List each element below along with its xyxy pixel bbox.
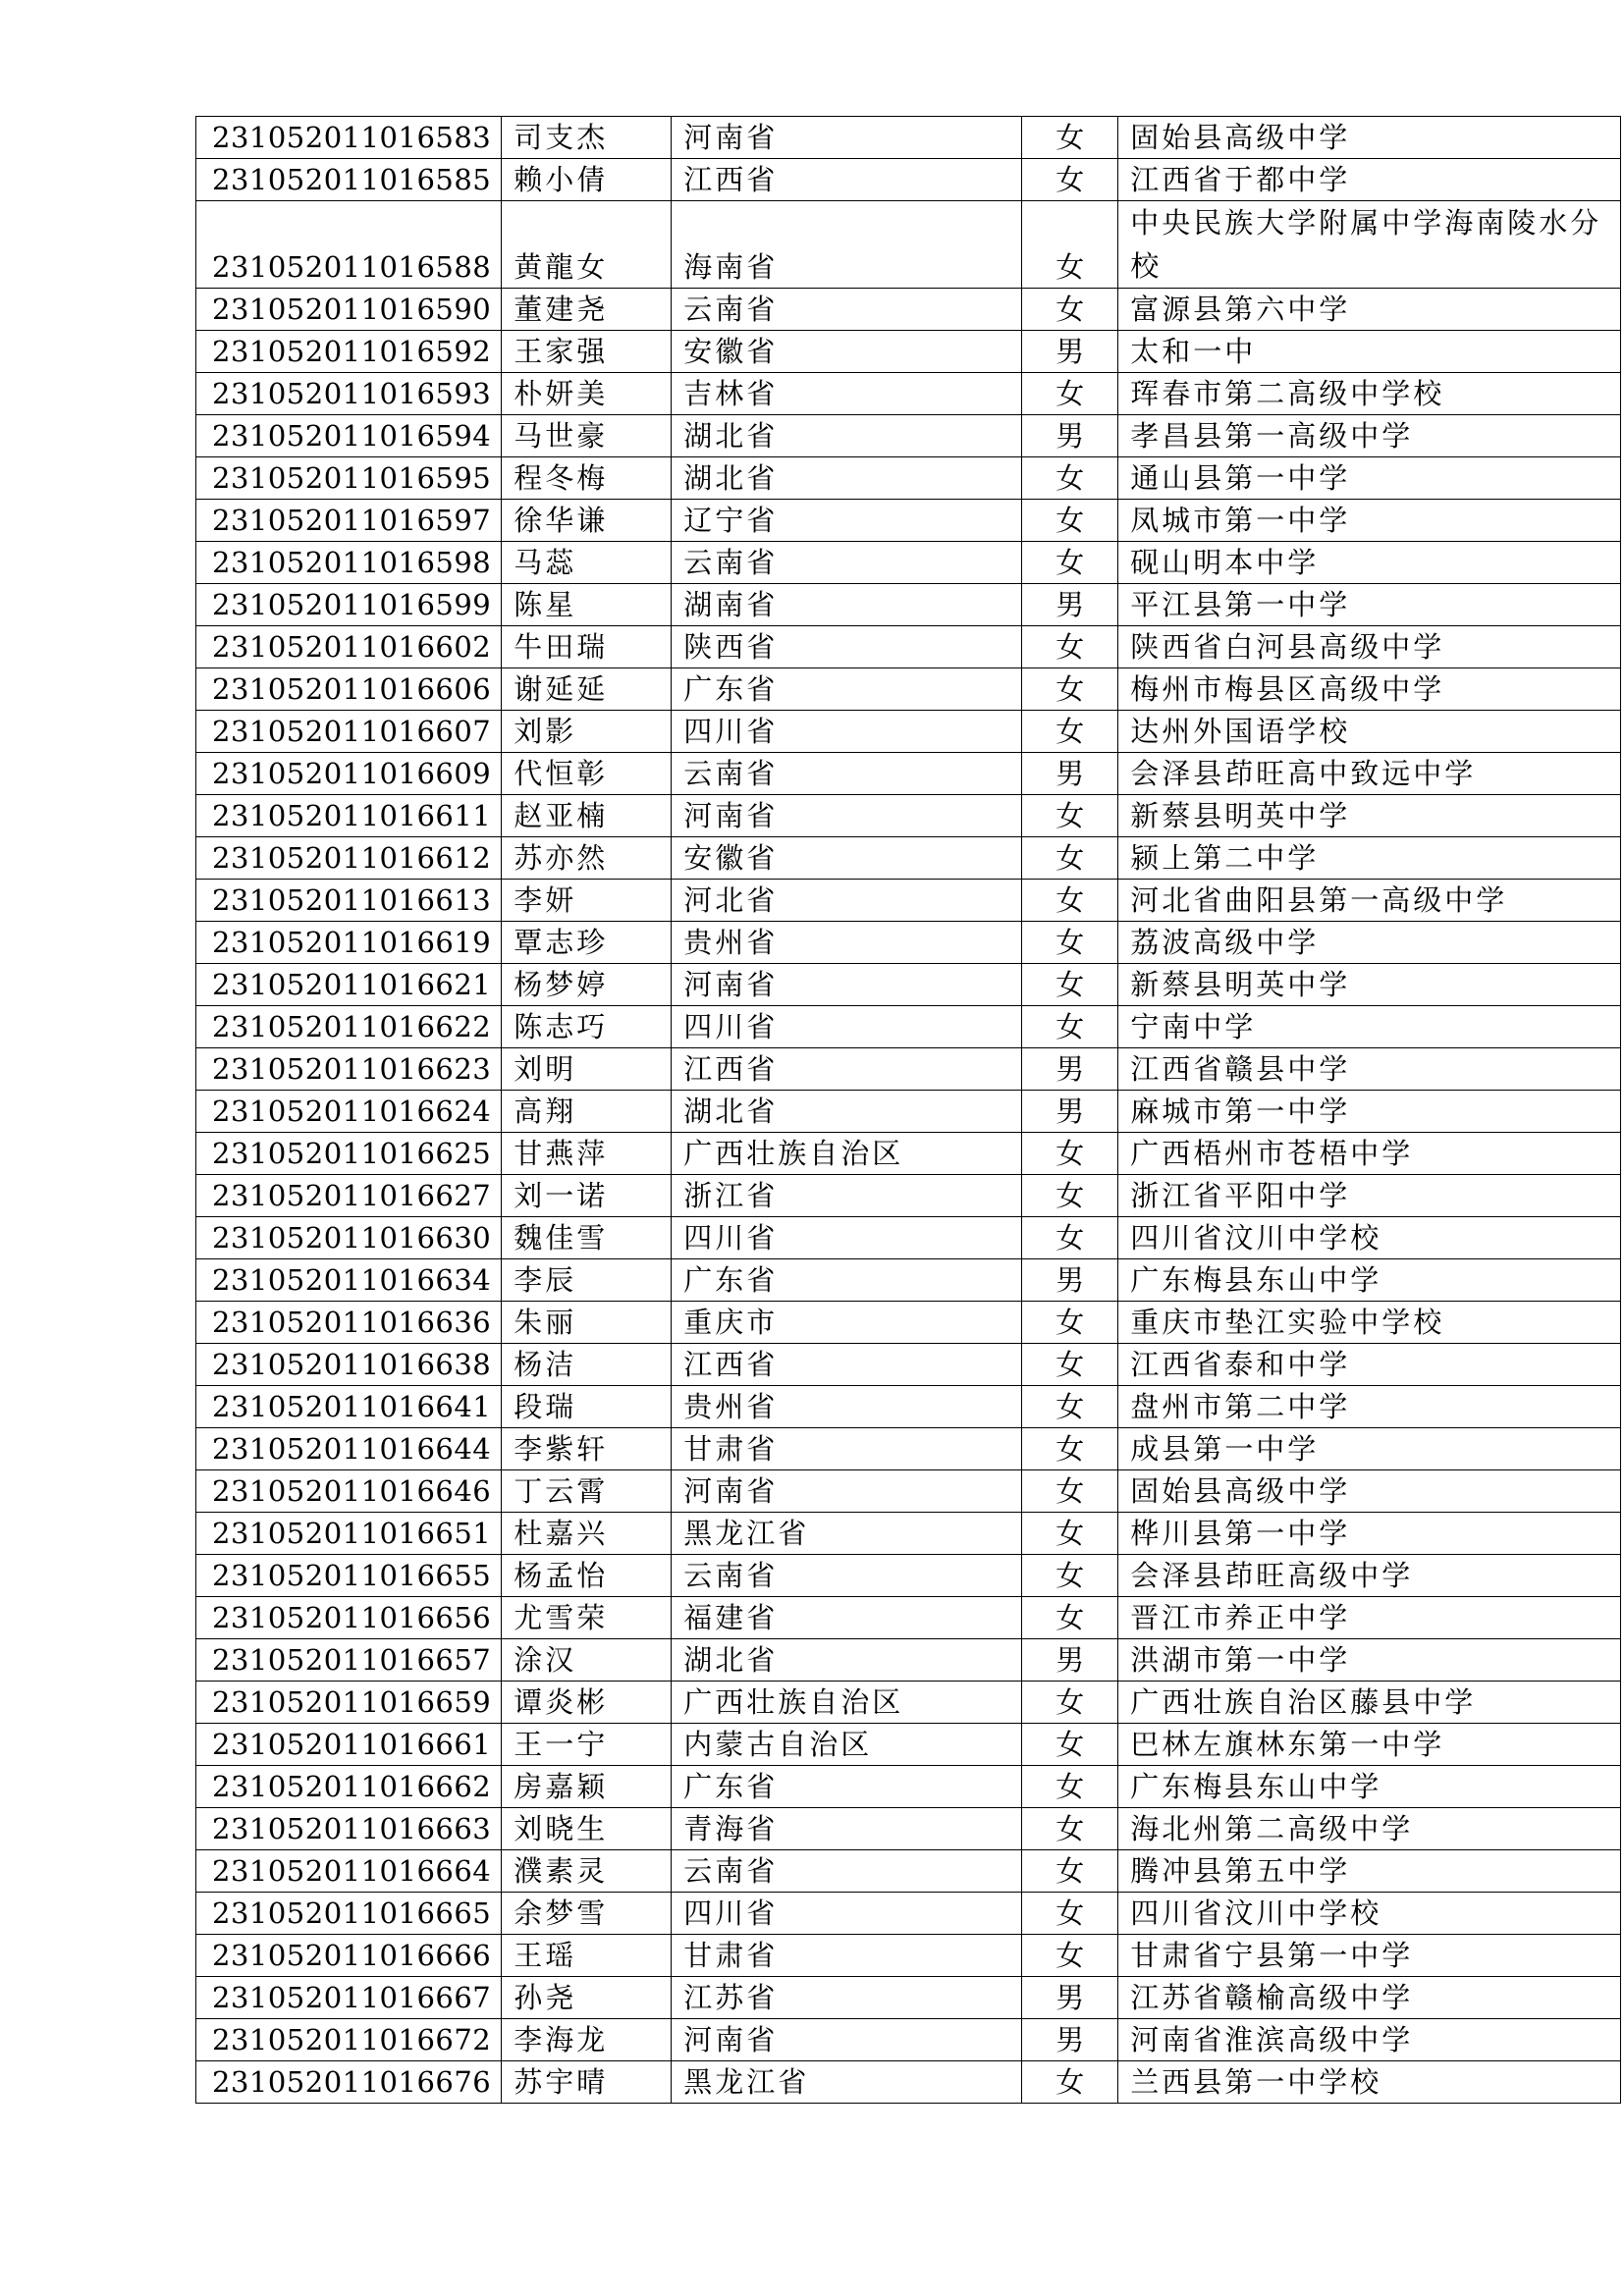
gender-cell: 女 [1022, 159, 1118, 201]
province-cell: 广东省 [672, 1259, 1022, 1302]
student-list-table [195, 116, 1621, 2104]
gender-cell: 女 [1022, 1893, 1118, 1935]
name-cell: 濮素灵 [502, 1850, 672, 1893]
school-cell: 会泽县茚旺高中致远中学 [1118, 753, 1621, 795]
id-cell: 231052011016611 [196, 795, 502, 837]
gender-cell: 男 [1022, 1977, 1118, 2019]
province-cell: 四川省 [672, 711, 1022, 753]
name-cell: 赖小倩 [502, 159, 672, 201]
id-cell: 231052011016606 [196, 668, 502, 711]
id-cell: 231052011016598 [196, 542, 502, 584]
province-cell: 湖南省 [672, 584, 1022, 626]
gender-cell: 女 [1022, 668, 1118, 711]
province-cell: 江西省 [672, 159, 1022, 201]
gender-cell: 女 [1022, 1935, 1118, 1977]
table-row [196, 1386, 1621, 1428]
table-row [196, 626, 1621, 668]
province-cell: 江西省 [672, 1048, 1022, 1091]
name-cell: 刘影 [502, 711, 672, 753]
name-cell: 丁云霄 [502, 1470, 672, 1513]
table-row [196, 1006, 1621, 1048]
school-cell: 河南省淮滨高级中学 [1118, 2019, 1621, 2061]
school-cell: 广西壮族自治区藤县中学 [1118, 1682, 1621, 1724]
gender-cell: 女 [1022, 711, 1118, 753]
gender-cell: 女 [1022, 1682, 1118, 1724]
school-cell: 河北省曲阳县第一高级中学 [1118, 880, 1621, 922]
id-cell: 231052011016634 [196, 1259, 502, 1302]
id-cell: 231052011016597 [196, 500, 502, 542]
name-cell: 程冬梅 [502, 457, 672, 500]
table-row [196, 1048, 1621, 1091]
province-cell: 黑龙江省 [672, 2061, 1022, 2104]
gender-cell: 女 [1022, 1175, 1118, 1217]
school-cell: 晋江市养正中学 [1118, 1597, 1621, 1639]
table-row [196, 753, 1621, 795]
province-cell: 四川省 [672, 1893, 1022, 1935]
province-cell: 河南省 [672, 795, 1022, 837]
id-cell: 231052011016621 [196, 964, 502, 1006]
table-row [196, 331, 1621, 373]
id-cell: 231052011016602 [196, 626, 502, 668]
id-cell: 231052011016665 [196, 1893, 502, 1935]
school-cell: 广东梅县东山中学 [1118, 1259, 1621, 1302]
table-row [196, 1302, 1621, 1344]
name-cell: 苏亦然 [502, 837, 672, 880]
table-row [196, 159, 1621, 201]
gender-cell: 女 [1022, 922, 1118, 964]
id-cell: 231052011016594 [196, 415, 502, 457]
province-cell: 甘肃省 [672, 1428, 1022, 1470]
school-cell: 盘州市第二中学 [1118, 1386, 1621, 1428]
name-cell: 徐华谦 [502, 500, 672, 542]
province-cell: 广西壮族自治区 [672, 1682, 1022, 1724]
table-row [196, 1766, 1621, 1808]
id-cell: 231052011016676 [196, 2061, 502, 2104]
gender-cell: 女 [1022, 1470, 1118, 1513]
table-row [196, 1639, 1621, 1682]
province-cell: 云南省 [672, 753, 1022, 795]
id-cell: 231052011016651 [196, 1513, 502, 1555]
id-cell: 231052011016666 [196, 1935, 502, 1977]
gender-cell: 男 [1022, 1259, 1118, 1302]
province-cell: 湖北省 [672, 415, 1022, 457]
table-row [196, 1682, 1621, 1724]
gender-cell: 女 [1022, 1302, 1118, 1344]
province-cell: 湖北省 [672, 1639, 1022, 1682]
school-cell: 富源县第六中学 [1118, 289, 1621, 331]
province-cell: 甘肃省 [672, 1935, 1022, 1977]
province-cell: 安徽省 [672, 331, 1022, 373]
school-cell: 江西省泰和中学 [1118, 1344, 1621, 1386]
school-cell: 荔波高级中学 [1118, 922, 1621, 964]
province-cell: 云南省 [672, 1850, 1022, 1893]
province-cell: 陕西省 [672, 626, 1022, 668]
school-cell: 四川省汶川中学校 [1118, 1217, 1621, 1259]
id-cell: 231052011016662 [196, 1766, 502, 1808]
gender-cell: 男 [1022, 584, 1118, 626]
gender-cell: 女 [1022, 1555, 1118, 1597]
table-row [196, 1428, 1621, 1470]
id-cell: 231052011016656 [196, 1597, 502, 1639]
gender-cell: 男 [1022, 753, 1118, 795]
id-cell: 231052011016664 [196, 1850, 502, 1893]
school-cell: 兰西县第一中学校 [1118, 2061, 1621, 2104]
province-cell: 黑龙江省 [672, 1513, 1022, 1555]
id-cell: 231052011016624 [196, 1091, 502, 1133]
school-cell: 中央民族大学附属中学海南陵水分校 [1118, 201, 1621, 289]
table-row [196, 1259, 1621, 1302]
table-row [196, 2019, 1621, 2061]
school-cell: 珲春市第二高级中学校 [1118, 373, 1621, 415]
name-cell: 陈星 [502, 584, 672, 626]
gender-cell: 男 [1022, 1091, 1118, 1133]
table-row [196, 117, 1621, 159]
id-cell: 231052011016623 [196, 1048, 502, 1091]
gender-cell: 女 [1022, 289, 1118, 331]
table-row [196, 795, 1621, 837]
province-cell: 江苏省 [672, 1977, 1022, 2019]
table-row [196, 1935, 1621, 1977]
table-row [196, 922, 1621, 964]
name-cell: 涂汉 [502, 1639, 672, 1682]
school-cell: 海北州第二高级中学 [1118, 1808, 1621, 1850]
table-row [196, 1724, 1621, 1766]
gender-cell: 男 [1022, 1048, 1118, 1091]
gender-cell: 女 [1022, 1386, 1118, 1428]
province-cell: 福建省 [672, 1597, 1022, 1639]
gender-cell: 女 [1022, 373, 1118, 415]
name-cell: 刘明 [502, 1048, 672, 1091]
table-row [196, 542, 1621, 584]
table-row [196, 1850, 1621, 1893]
name-cell: 苏宇晴 [502, 2061, 672, 2104]
school-cell: 砚山明本中学 [1118, 542, 1621, 584]
province-cell: 吉林省 [672, 373, 1022, 415]
gender-cell: 女 [1022, 1597, 1118, 1639]
id-cell: 231052011016638 [196, 1344, 502, 1386]
school-cell: 固始县高级中学 [1118, 1470, 1621, 1513]
school-cell: 凤城市第一中学 [1118, 500, 1621, 542]
gender-cell: 女 [1022, 1006, 1118, 1048]
gender-cell: 男 [1022, 331, 1118, 373]
province-cell: 四川省 [672, 1006, 1022, 1048]
school-cell: 麻城市第一中学 [1118, 1091, 1621, 1133]
id-cell: 231052011016667 [196, 1977, 502, 2019]
school-cell: 腾冲县第五中学 [1118, 1850, 1621, 1893]
school-cell: 固始县高级中学 [1118, 117, 1621, 159]
school-cell: 巴林左旗林东第一中学 [1118, 1724, 1621, 1766]
table-row [196, 1470, 1621, 1513]
name-cell: 魏佳雪 [502, 1217, 672, 1259]
id-cell: 231052011016595 [196, 457, 502, 500]
id-cell: 231052011016622 [196, 1006, 502, 1048]
table-row [196, 1217, 1621, 1259]
id-cell: 231052011016607 [196, 711, 502, 753]
school-cell: 洪湖市第一中学 [1118, 1639, 1621, 1682]
id-cell: 231052011016644 [196, 1428, 502, 1470]
id-cell: 231052011016613 [196, 880, 502, 922]
school-cell: 成县第一中学 [1118, 1428, 1621, 1470]
id-cell: 231052011016655 [196, 1555, 502, 1597]
province-cell: 贵州省 [672, 922, 1022, 964]
gender-cell: 女 [1022, 964, 1118, 1006]
province-cell: 云南省 [672, 542, 1022, 584]
table-row [196, 1555, 1621, 1597]
school-cell: 通山县第一中学 [1118, 457, 1621, 500]
school-cell: 四川省汶川中学校 [1118, 1893, 1621, 1935]
gender-cell: 男 [1022, 415, 1118, 457]
name-cell: 牛田瑞 [502, 626, 672, 668]
school-cell: 达州外国语学校 [1118, 711, 1621, 753]
name-cell: 王瑶 [502, 1935, 672, 1977]
province-cell: 江西省 [672, 1344, 1022, 1386]
province-cell: 贵州省 [672, 1386, 1022, 1428]
province-cell: 内蒙古自治区 [672, 1724, 1022, 1766]
name-cell: 陈志巧 [502, 1006, 672, 1048]
table-row [196, 415, 1621, 457]
id-cell: 231052011016609 [196, 753, 502, 795]
province-cell: 河南省 [672, 2019, 1022, 2061]
name-cell: 杜嘉兴 [502, 1513, 672, 1555]
table-row [196, 1344, 1621, 1386]
name-cell: 尤雪荣 [502, 1597, 672, 1639]
province-cell: 海南省 [672, 201, 1022, 289]
name-cell: 余梦雪 [502, 1893, 672, 1935]
id-cell: 231052011016592 [196, 331, 502, 373]
school-cell: 江苏省赣榆高级中学 [1118, 1977, 1621, 2019]
id-cell: 231052011016661 [196, 1724, 502, 1766]
gender-cell: 女 [1022, 1808, 1118, 1850]
table-row [196, 584, 1621, 626]
name-cell: 李妍 [502, 880, 672, 922]
province-cell: 河北省 [672, 880, 1022, 922]
province-cell: 河南省 [672, 1470, 1022, 1513]
school-cell: 平江县第一中学 [1118, 584, 1621, 626]
id-cell: 231052011016630 [196, 1217, 502, 1259]
school-cell: 颍上第二中学 [1118, 837, 1621, 880]
gender-cell: 女 [1022, 1217, 1118, 1259]
school-cell: 重庆市垫江实验中学校 [1118, 1302, 1621, 1344]
table-row [196, 373, 1621, 415]
gender-cell: 女 [1022, 837, 1118, 880]
province-cell: 浙江省 [672, 1175, 1022, 1217]
id-cell: 231052011016636 [196, 1302, 502, 1344]
school-cell: 陕西省白河县高级中学 [1118, 626, 1621, 668]
school-cell: 江西省赣县中学 [1118, 1048, 1621, 1091]
school-cell: 甘肃省宁县第一中学 [1118, 1935, 1621, 1977]
gender-cell: 女 [1022, 457, 1118, 500]
name-cell: 黄龍女 [502, 201, 672, 289]
id-cell: 231052011016612 [196, 837, 502, 880]
table-row [196, 964, 1621, 1006]
id-cell: 231052011016672 [196, 2019, 502, 2061]
table-row [196, 711, 1621, 753]
name-cell: 李辰 [502, 1259, 672, 1302]
province-cell: 广西壮族自治区 [672, 1133, 1022, 1175]
name-cell: 孙尧 [502, 1977, 672, 2019]
school-cell: 新蔡县明英中学 [1118, 964, 1621, 1006]
gender-cell: 女 [1022, 117, 1118, 159]
school-cell: 宁南中学 [1118, 1006, 1621, 1048]
id-cell: 231052011016619 [196, 922, 502, 964]
id-cell: 231052011016646 [196, 1470, 502, 1513]
gender-cell: 女 [1022, 2061, 1118, 2104]
gender-cell: 女 [1022, 1428, 1118, 1470]
gender-cell: 女 [1022, 1724, 1118, 1766]
id-cell: 231052011016588 [196, 201, 502, 289]
name-cell: 王一宁 [502, 1724, 672, 1766]
name-cell: 李紫轩 [502, 1428, 672, 1470]
name-cell: 房嘉颖 [502, 1766, 672, 1808]
table-row [196, 837, 1621, 880]
name-cell: 马蕊 [502, 542, 672, 584]
province-cell: 青海省 [672, 1808, 1022, 1850]
id-cell: 231052011016627 [196, 1175, 502, 1217]
name-cell: 覃志珍 [502, 922, 672, 964]
table-row [196, 289, 1621, 331]
gender-cell: 女 [1022, 880, 1118, 922]
gender-cell: 女 [1022, 1850, 1118, 1893]
table-row [196, 500, 1621, 542]
province-cell: 云南省 [672, 1555, 1022, 1597]
name-cell: 马世豪 [502, 415, 672, 457]
province-cell: 云南省 [672, 289, 1022, 331]
province-cell: 河南省 [672, 117, 1022, 159]
province-cell: 四川省 [672, 1217, 1022, 1259]
name-cell: 谢延延 [502, 668, 672, 711]
name-cell: 代恒彰 [502, 753, 672, 795]
province-cell: 湖北省 [672, 1091, 1022, 1133]
school-cell: 江西省于都中学 [1118, 159, 1621, 201]
id-cell: 231052011016599 [196, 584, 502, 626]
table-row [196, 1977, 1621, 2019]
gender-cell: 女 [1022, 1344, 1118, 1386]
gender-cell: 男 [1022, 2019, 1118, 2061]
table-row [196, 1133, 1621, 1175]
gender-cell: 女 [1022, 1133, 1118, 1175]
table-row [196, 457, 1621, 500]
table-row [196, 668, 1621, 711]
name-cell: 王家强 [502, 331, 672, 373]
name-cell: 朴妍美 [502, 373, 672, 415]
table-row [196, 1091, 1621, 1133]
id-cell: 231052011016590 [196, 289, 502, 331]
table-row [196, 1175, 1621, 1217]
name-cell: 刘一诺 [502, 1175, 672, 1217]
school-cell: 新蔡县明英中学 [1118, 795, 1621, 837]
province-cell: 辽宁省 [672, 500, 1022, 542]
province-cell: 安徽省 [672, 837, 1022, 880]
school-cell: 孝昌县第一高级中学 [1118, 415, 1621, 457]
province-cell: 广东省 [672, 668, 1022, 711]
gender-cell: 女 [1022, 542, 1118, 584]
id-cell: 231052011016585 [196, 159, 502, 201]
gender-cell: 女 [1022, 500, 1118, 542]
gender-cell: 女 [1022, 201, 1118, 289]
name-cell: 甘燕萍 [502, 1133, 672, 1175]
school-cell: 会泽县茚旺高级中学 [1118, 1555, 1621, 1597]
table-row [196, 1808, 1621, 1850]
name-cell: 杨洁 [502, 1344, 672, 1386]
gender-cell: 女 [1022, 795, 1118, 837]
name-cell: 董建尧 [502, 289, 672, 331]
table-row [196, 201, 1621, 289]
school-cell: 梅州市梅县区高级中学 [1118, 668, 1621, 711]
name-cell: 杨梦婷 [502, 964, 672, 1006]
student-list-body [196, 117, 1621, 2104]
gender-cell: 女 [1022, 1766, 1118, 1808]
name-cell: 赵亚楠 [502, 795, 672, 837]
name-cell: 谭炎彬 [502, 1682, 672, 1724]
id-cell: 231052011016659 [196, 1682, 502, 1724]
name-cell: 李海龙 [502, 2019, 672, 2061]
id-cell: 231052011016657 [196, 1639, 502, 1682]
school-cell: 桦川县第一中学 [1118, 1513, 1621, 1555]
name-cell: 高翔 [502, 1091, 672, 1133]
province-cell: 重庆市 [672, 1302, 1022, 1344]
school-cell: 浙江省平阳中学 [1118, 1175, 1621, 1217]
table-row [196, 1893, 1621, 1935]
school-cell: 太和一中 [1118, 331, 1621, 373]
id-cell: 231052011016641 [196, 1386, 502, 1428]
name-cell: 刘晓生 [502, 1808, 672, 1850]
table-row [196, 2061, 1621, 2104]
id-cell: 231052011016663 [196, 1808, 502, 1850]
school-cell: 广西梧州市苍梧中学 [1118, 1133, 1621, 1175]
id-cell: 231052011016593 [196, 373, 502, 415]
id-cell: 231052011016625 [196, 1133, 502, 1175]
province-cell: 广东省 [672, 1766, 1022, 1808]
name-cell: 朱丽 [502, 1302, 672, 1344]
table-row [196, 1513, 1621, 1555]
id-cell: 231052011016583 [196, 117, 502, 159]
gender-cell: 男 [1022, 1639, 1118, 1682]
name-cell: 司支杰 [502, 117, 672, 159]
school-cell: 广东梅县东山中学 [1118, 1766, 1621, 1808]
table-row [196, 880, 1621, 922]
province-cell: 河南省 [672, 964, 1022, 1006]
gender-cell: 女 [1022, 626, 1118, 668]
name-cell: 杨孟怡 [502, 1555, 672, 1597]
table-row [196, 1597, 1621, 1639]
province-cell: 湖北省 [672, 457, 1022, 500]
gender-cell: 女 [1022, 1513, 1118, 1555]
name-cell: 段瑞 [502, 1386, 672, 1428]
